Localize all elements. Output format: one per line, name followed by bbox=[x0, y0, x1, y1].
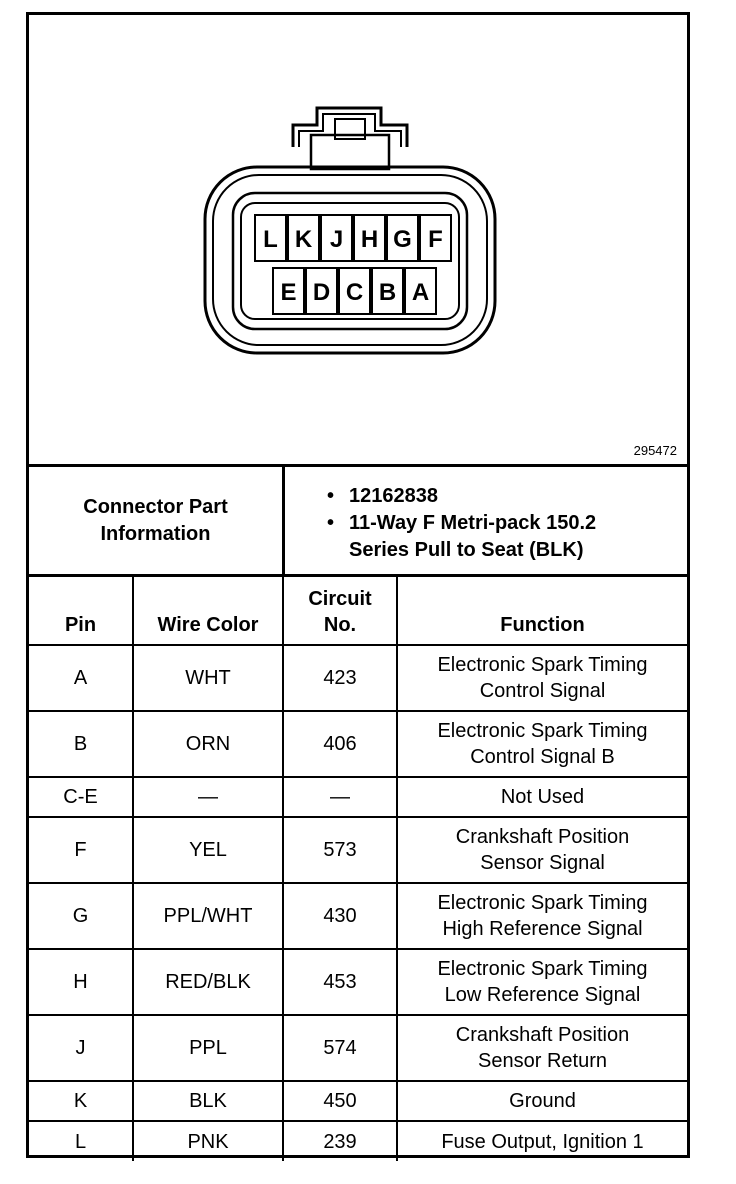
connector-diagram bbox=[29, 15, 687, 467]
pin-label-f: F bbox=[428, 226, 443, 253]
function-line2: High Reference Signal bbox=[442, 918, 643, 940]
pin-label-e: E bbox=[280, 279, 297, 306]
function-line1: Electronic Spark Timing bbox=[437, 654, 648, 676]
table-row bbox=[29, 949, 687, 1015]
wire-color-cell: WHT bbox=[133, 645, 283, 711]
header-circuit-line1: Circuit bbox=[308, 588, 372, 610]
pin-cell: L bbox=[29, 1121, 133, 1161]
header-pin: Pin bbox=[29, 577, 133, 645]
info-label bbox=[29, 467, 285, 574]
function-cell bbox=[397, 1015, 687, 1081]
wire-color-cell: YEL bbox=[133, 817, 283, 883]
pin-cell: H bbox=[29, 949, 133, 1015]
table-row bbox=[29, 817, 687, 883]
figure-number: 295472 bbox=[633, 443, 677, 458]
info-details bbox=[285, 467, 687, 574]
function-line2: Low Reference Signal bbox=[444, 984, 641, 1006]
part-number: • 12162838 bbox=[325, 483, 687, 510]
function-cell bbox=[397, 645, 687, 711]
table-row bbox=[29, 1081, 687, 1121]
circuit-cell: 239 bbox=[283, 1121, 397, 1161]
pin-cell: F bbox=[29, 817, 133, 883]
circuit-cell: 573 bbox=[283, 817, 397, 883]
description-line2: Series Pull to Seat (BLK) bbox=[349, 539, 584, 561]
circuit-cell: 423 bbox=[283, 645, 397, 711]
pin-cell: K bbox=[29, 1081, 133, 1121]
function-cell bbox=[397, 883, 687, 949]
function-cell bbox=[397, 777, 687, 817]
function-line2: Sensor Signal bbox=[480, 852, 605, 874]
pin-label-j: J bbox=[329, 226, 344, 253]
description-line1: • 11-Way F Metri-pack 150.2 bbox=[325, 510, 687, 537]
circuit-cell: 453 bbox=[283, 949, 397, 1015]
function-line1: Fuse Output, Ignition 1 bbox=[441, 1130, 644, 1153]
header-circuit bbox=[283, 577, 397, 645]
connector-face-drawing bbox=[29, 15, 687, 464]
pin-label-d: D bbox=[312, 279, 331, 306]
function-line2: Control Signal bbox=[479, 680, 606, 702]
wire-color-cell: PNK bbox=[133, 1121, 283, 1161]
wire-color-cell: BLK bbox=[133, 1081, 283, 1121]
function-line1: Crankshaft Position bbox=[455, 826, 630, 848]
pin-label-h: H bbox=[360, 226, 379, 253]
table-row bbox=[29, 1121, 687, 1161]
pin-cell: B bbox=[29, 711, 133, 777]
table-row bbox=[29, 645, 687, 711]
pin-label-k: K bbox=[294, 226, 313, 253]
wire-color-cell: PPL/WHT bbox=[133, 883, 283, 949]
table-row bbox=[29, 883, 687, 949]
header-wire-color: Wire Color bbox=[133, 577, 283, 645]
wire-color-cell: — bbox=[133, 777, 283, 817]
pinout-table bbox=[29, 577, 687, 1161]
pin-cell: J bbox=[29, 1015, 133, 1081]
header-circuit-line2: No. bbox=[323, 614, 357, 636]
function-cell bbox=[397, 1081, 687, 1121]
table-row bbox=[29, 777, 687, 817]
info-label-line2: Information bbox=[100, 522, 211, 545]
function-line1: Ground bbox=[509, 1090, 576, 1112]
function-line1: Crankshaft Position bbox=[455, 1024, 630, 1046]
table-row bbox=[29, 1015, 687, 1081]
function-cell bbox=[397, 1121, 687, 1161]
function-cell bbox=[397, 817, 687, 883]
pin-label-b: B bbox=[378, 279, 397, 306]
circuit-cell: 406 bbox=[283, 711, 397, 777]
function-line1: Electronic Spark Timing bbox=[437, 720, 648, 742]
wire-color-cell: ORN bbox=[133, 711, 283, 777]
document-frame bbox=[26, 12, 690, 1158]
pin-label-g: G bbox=[393, 226, 412, 253]
function-line1: Electronic Spark Timing bbox=[437, 958, 648, 980]
function-cell bbox=[397, 711, 687, 777]
pin-cell: C-E bbox=[29, 777, 133, 817]
pin-label-l: L bbox=[263, 226, 278, 253]
function-line2: Sensor Return bbox=[478, 1050, 607, 1072]
pin-cell: G bbox=[29, 883, 133, 949]
header-function: Function bbox=[397, 577, 687, 645]
function-cell bbox=[397, 949, 687, 1015]
wire-color-cell: PPL bbox=[133, 1015, 283, 1081]
circuit-cell: — bbox=[283, 777, 397, 817]
circuit-cell: 450 bbox=[283, 1081, 397, 1121]
table-row bbox=[29, 711, 687, 777]
function-line1: Not Used bbox=[500, 786, 585, 808]
info-label-line1: Connector Part bbox=[83, 495, 228, 518]
circuit-cell: 430 bbox=[283, 883, 397, 949]
circuit-cell: 574 bbox=[283, 1015, 397, 1081]
pin-label-c: C bbox=[345, 279, 364, 306]
pin-label-a: A bbox=[411, 279, 430, 306]
pin-cell: A bbox=[29, 645, 133, 711]
wire-color-cell: RED/BLK bbox=[133, 949, 283, 1015]
function-line2: Control Signal B bbox=[470, 746, 615, 768]
connector-part-information bbox=[29, 467, 687, 577]
function-line1: Electronic Spark Timing bbox=[437, 892, 648, 914]
